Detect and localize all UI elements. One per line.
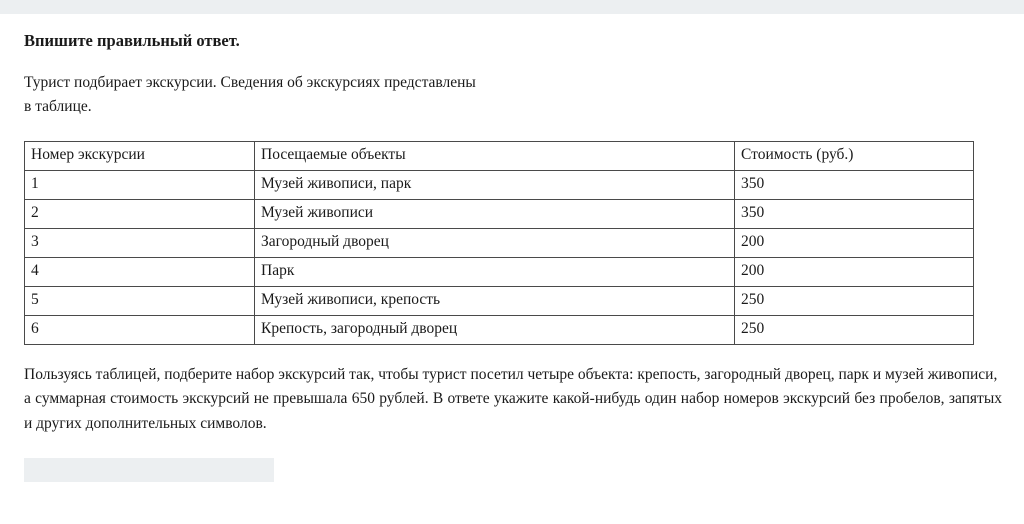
table-header-row [25,142,974,171]
table-row [25,229,974,258]
cell-objects: Музей живописи [255,200,735,229]
cell-cost: 200 [735,229,974,258]
top-strip [0,0,1024,14]
table-row [25,258,974,287]
cell-cost: 250 [735,316,974,345]
outro-paragraph-1: Пользуясь таблицей, подберите набор экскурсий так, чтобы турист посетил четыре объекта: крепость, загородный дворец, парк и музей живописи, [24,366,998,384]
cell-objects: Музей живописи, крепость [255,287,735,316]
intro-line-2: в таблице. [24,98,92,116]
page-title: Впишите правильный ответ. [24,31,240,50]
cell-cost: 350 [735,171,974,200]
column-header-objects: Посещаемые объекты [255,142,735,171]
cell-number: 5 [25,287,255,316]
table-row [25,171,974,200]
table-row [25,316,974,345]
document-page [0,30,1024,482]
column-header-number: Номер экскурсии [25,142,255,171]
answer-input[interactable] [24,458,274,482]
cell-objects: Музей живописи, парк [255,171,735,200]
table-row [25,200,974,229]
cell-cost: 200 [735,258,974,287]
cell-number: 1 [25,171,255,200]
excursions-table [24,141,974,345]
cell-objects: Крепость, загородный дворец [255,316,735,345]
intro-line-1: Турист подбирает экскурсии. Сведения об экскурсиях представлены [24,74,476,92]
cell-objects: Парк [255,258,735,287]
intro-text [24,71,704,119]
cell-number: 3 [25,229,255,258]
cell-number: 4 [25,258,255,287]
cell-number: 2 [25,200,255,229]
outro-text [24,363,1002,435]
cell-cost: 250 [735,287,974,316]
table-row [25,287,974,316]
cell-objects: Загородный дворец [255,229,735,258]
column-header-cost: Стоимость (руб.) [735,142,974,171]
cell-cost: 350 [735,200,974,229]
cell-number: 6 [25,316,255,345]
outro-paragraph-2: а суммарная стоимость экскурсий не превышала 650 рублей. В ответе укажите какой-нибудь один набор номеров экскурсий без пробелов, запятых и других дополнительных символов. [24,390,1002,432]
